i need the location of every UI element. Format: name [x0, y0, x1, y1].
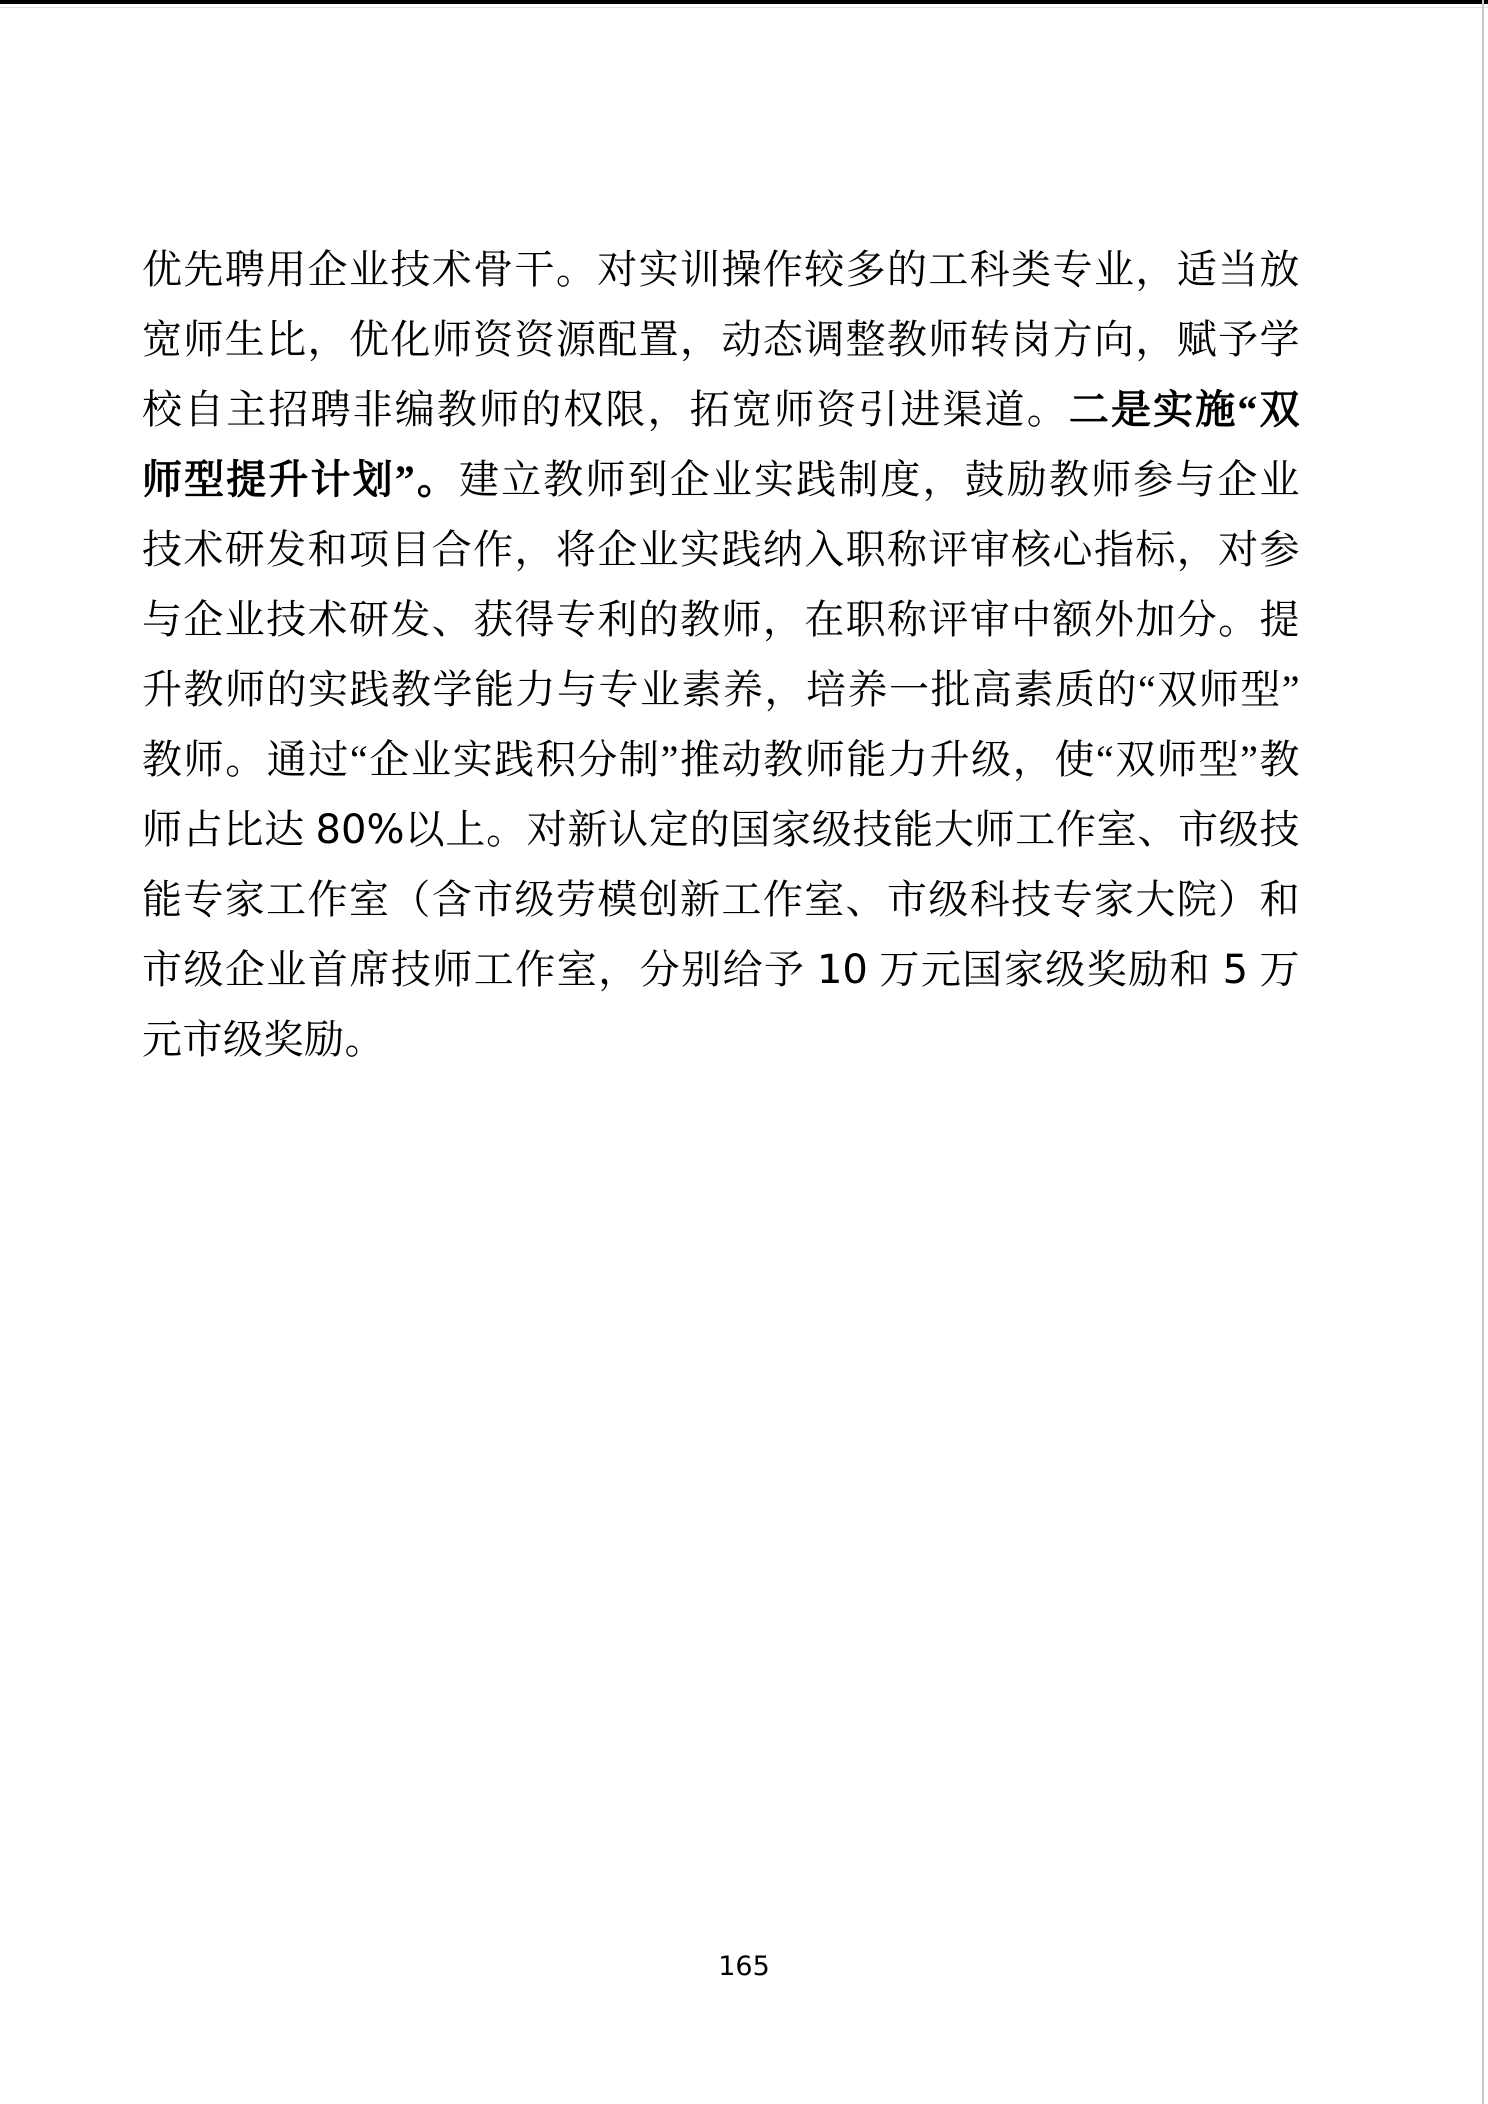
text-line: [142, 515, 1300, 585]
bold-text-segment: 师型提升计划”。: [142, 457, 460, 502]
text-line: [142, 445, 1300, 515]
text-line: [142, 725, 1300, 795]
bold-text-segment: 二是实施“双: [1068, 387, 1301, 432]
text-segment: 与企业技术研发、获得专利的教师，在职称评审中额外加分。提: [142, 597, 1300, 642]
text-segment: 建立教师到企业实践制度，鼓励教师参与企业: [459, 457, 1301, 502]
text-segment: 万: [1248, 947, 1301, 992]
text-segment: 优先聘用企业技术骨干。对实训操作较多的工科类专业，适当放: [142, 247, 1300, 292]
number-text-segment: 5: [1222, 947, 1249, 993]
text-line: [142, 865, 1300, 935]
text-segment: 升教师的实践教学能力与专业素养，培养一批高素质的“双师型”: [142, 667, 1300, 712]
text-segment: 师占比达: [142, 807, 316, 852]
top-border-bar: [0, 0, 1488, 4]
text-segment: 元市级奖励。: [142, 1017, 385, 1062]
top-divider-line: [0, 7, 1488, 8]
text-segment: 万元国家级奖励和: [867, 947, 1223, 992]
text-line: [142, 655, 1300, 725]
text-segment: 市级企业首席技师工作室，分别给予: [142, 947, 817, 992]
text-segment: 宽师生比，优化师资资源配置，动态调整教师转岗方向，赋予学: [142, 317, 1300, 362]
number-text-segment: 10: [816, 947, 868, 993]
text-line: [142, 375, 1300, 445]
number-text-segment: 80%: [315, 807, 405, 853]
text-line: [142, 305, 1300, 375]
text-line: [142, 935, 1300, 1005]
text-line: [142, 1005, 1300, 1075]
text-segment: 校自主招聘非编教师的权限，拓宽师资引进渠道。: [142, 387, 1069, 432]
text-segment: 教师。通过“企业实践积分制”推动教师能力升级，使“双师型”教: [142, 737, 1300, 782]
page-number: 165: [718, 1951, 770, 1982]
text-segment: 以上。对新认定的国家级技能大师工作室、市级技: [404, 807, 1301, 852]
text-segment: 能专家工作室（含市级劳模创新工作室、市级科技专家大院）和: [142, 877, 1300, 922]
body-paragraph: [142, 235, 1300, 1075]
page-right-edge-line: [1482, 0, 1484, 2104]
text-line: [142, 585, 1300, 655]
text-line: [142, 795, 1300, 865]
text-line: [142, 235, 1300, 305]
text-segment: 技术研发和项目合作，将企业实践纳入职称评审核心指标，对参: [142, 527, 1300, 572]
